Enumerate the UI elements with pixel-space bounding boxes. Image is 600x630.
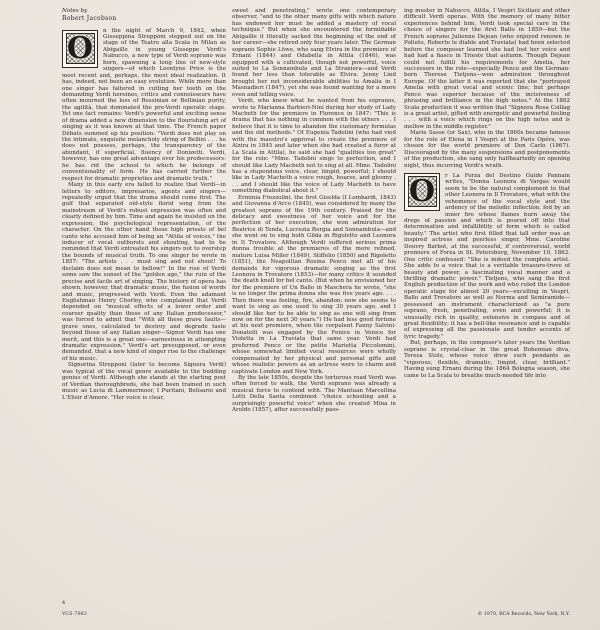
paragraph: r La Forza del Destino Guido Pannain writes, "Donna Leonora di Vargas would seem to be the natural complement to that other Leonora in Il Trovatore, what with the vehemence of the vocal style and the ardency of the melodic inflection, fed by an inner fire whose flames burn away the dregs of passion and which is poured off into that determination and infallibility of form which is called beauty." The artist who first filled that tall order was an inspired actress and peerless singer, Mme. Caroline Douvry Barbot, at the successful, if controversial, world premiere of Forza in St. Petersburg, November 10, 1862. One critic confessed: "She is indeed the complete artist. She adds to a voice that is a veritable treasure-trove of beauty and power, a fascinating vocal manner and a thrilling dramatic power." Tietjens, who sang the first English production of the work and who ruled the London operatic stage for almost 20 years—excelling in Vespri, Ballo and Trovatore as well as Norma and Semiramide—possessed an instrument characterized as "a pure soprano, fresh, penetrating, even and powerful; it is unusually rich in quality, extensive in compass and of great flexibility; it has a bell-like resonance and is capable of expressing all the passionate and tender accents of lyric tragedy."	[404, 172, 570, 340]
author-name: Robert Jacobson	[62, 14, 117, 22]
paragraph: But, perhaps, in the composer's later years the Verdian soprano is crystal-clear in the great Bohemian diva, Teresa Stolz, whose voice drew such pendants as "vigorous, flexible, dramatic, limpid, clear, brilliant." Having sung Ernani during the 1864 Bologna season, she came to La Scala to breathe much-needed life into	[404, 340, 570, 379]
dropcap-letter: O	[66, 30, 94, 66]
paragraph: n the night of March 9, 1842, when Giuseppina Strepponi stepped out on the stage of the Teatro alla Scala in Milan as Abigaille in young Giuseppe Verdi's Nabucco, a new type of Verdi soprano was born, spawning a long line of new-style singers—of which Leontyne Price is the most recent and, perhaps, the most ideal realization. It has, indeed, not been an easy evolution. While more than one singer has faltered in cutting her teeth on the demanding Verdi heroines, critics and connoisseurs have often mourned the loss of Rossinian or Bellinian purity, the agilità, that dominated the pre-Verdi operatic stage. Yet one fact remains: Verdi's powerful and exciting sense of drama added a new dimension to the flourishing art of singing as it was known at that time. The French paper Débats summed up his position: "Verdi does not play on the intimate, exquisite melancholy string of Bellini . . . he does not possess, perhaps, the transparency of the abundant, if superficial, fluency of Donizetti. Verdi, however, has one great advantage over his predecessors: he has rid the school to which he belongs of conventionality of form. He has carried further the respect for dramatic proprieties and dramatic truth."	[62, 27, 226, 182]
copyright-notice: © 1970, RCA Records, New York, N.Y.	[477, 612, 570, 617]
paragraph: ing muster in Nabucco, Attila, I Vespri Siciliani and other difficult Verdi operas. With the memory of many bitter experiences behind him, Verdi took special care in the choice of singers for the first Ballo in 1859—but the French soprano Julienne Dejean (who enjoyed renown in Poliuto, Roberto le diable and Traviata) had been selected before the composer learned she had lost her voice and had had a fiasco in Trieste that autumn. Though Dejean could not fulfill his requirements for Amelia, her successors in the role—especially Penco and the German-born Therese Tietjens—won admiration throughout Europe. Of the latter it was reported that she "portrayed Amelia with great vocal and scenic line; but perhaps Penco was superior because of the incisiveness of phrasing and brilliance in the high notes." At the 1862 Scala production it was written that "Signora Rosa Csillag is a great artist, gifted with energetic and powerful feeling . . . with a voice which rings on the high notes and is mellow in the middle register."	[404, 8, 570, 130]
paragraph: Many in this early era failed to realize that Verdi—in letters to editors, impresarios, agents and singers—repeatedly urged that the drama should come first. The gulf that separated old-style florid song from the mainstream of Verdi's robust expression was often and clearly defined by him. Time and again he insisted on the expression, the psychological representation, of the character. On the other hand those high priests of bel canto who accused him of being an "Attila of voices," the inducer of vocal outbursts and shouting, had to be reminded that Verdi entreated his singers not to overstep the bounds of musical truth. To one singer he wrote in 1857: "The artists . . . must sing and not shout! To declaim does not mean to bellow!" In the rise of Verdi some saw the sunset of the "golden age," the ruin of the precise and facile art of singing. The history of opera has shown, however, that dramatic music, the fusion of words and music, progressed with Verdi. Even the adamant Englishman Henry Chorley, who complained that Verdi depended on "musical effects of a lower order and coarser quality than those of any Italian predecessor," was forced to admit that "With all these grave faults—grave ones, calculated to destroy and degrade taste beyond those of any Italian singer—Signor Verdi has one merit, and this is a great one—earnestness in attempting dramatic expression." Verdi's art presupposed, or even demanded, that a new kind of singer rise to the challenge of his music.	[62, 182, 226, 362]
page-number: 4	[62, 600, 66, 606]
paragraph: Signorina Strepponi (later to become Signora Verdi) was typical of the vocal genre available to the budding genius of Verdi. Although she stands at the starting post of Verdian thoroughbreds, she had been trained in such music as Lucia di Lammermoor, I Puritani, Belisario and L'Elisir d'Amore. "Her voice is clear,	[62, 362, 226, 401]
catalog-number: VCS-7063	[62, 612, 87, 617]
paragraph: Verdi, who knew what he wanted from his sopranos, wrote to Marianna Barbieri-Nini during her study of Lady Macbeth for the premiere in Florence in 1847: "This is drama that has nothing in common with the others . . . I believe that it is time to abandon the customary formulas and the old methods." Of Eugenia Tadolini (who had vied with the maestro's approval to create the premiere of Alzira in 1845 and later when she had created a furor at La Scala in Attila), he said she had "qualities too great" for the role: "Mme. Tadolini sings to perfection, and I should like Lady Macbeth not to sing at all. Mme. Tadolini has a stupendous voice, clear, limpid, powerful; I should like in Lady Macbeth a voice rough, hoarse, and gloomy . . . and I should like the voice of Lady Macbeth to have something diabolical about it."	[232, 98, 396, 195]
column-1	[62, 8, 226, 401]
dropcap-ornament	[404, 173, 440, 211]
dropcap-letter: O	[408, 173, 436, 209]
column-2	[232, 8, 396, 414]
byline: Notes by	[62, 8, 88, 14]
dropcap-ornament	[62, 30, 98, 68]
column-3	[404, 8, 570, 379]
paragraph: By the late 1850s, despite the torturous road Verdi was often forced to walk, the Verdi soprano was already a musical force to contend with. The Mantuan Marcellina Lotti Della Santa combined "choice schooling and a surprisingly powerful voice" when she created Mina in Aroldo (1857), after successfully pass-	[232, 374, 396, 414]
paragraph: sweet and penetrating," wrote one contemporary observer, "and to the other many gifts with which nature has endowed her must be added a mastery of vocal technique." But when she encountered the formidable Abigaille it literally sacked the beginning of the end of her career—she retired only four years later. The German soprano Sophie Löwe, who sang Elvira in the premiere of Ernani (1844) and Odabella in Attila (1846), was equipped with a cultivated, though not powerful, voice suited to La Sonnambula and La Straniera—and Verdi found her less than tolerable as Elvira. Jenny Lind brought her not inconsiderable abilities to Amalia in I Masnadieri (1847), yet she was found wanting for a more even and telling voice.	[232, 8, 396, 98]
paragraph: Erminia Frezzolini, the first Giselda (I Lombardi, 1843) and Giovanna d'Arco (1845), was considered by many the greatest soprano of the 19th century. Praised for the delicacy and sweetness of her voice and for the perfection of her execution, she won admiration for Beatrice di Tenda, Lucrezia Borgia and Sonnambula—and she went on to sing both Gilda in Rigoletto and Leonora in Il Trovatore. Although Verdi suffered serious prima donna trouble at the premieres of the more refined, mature Luisa Miller (1849), Stiffelio (1850) and Rigoletto (1851), the Neapolitan Rosina Penco met all of his demands for vigorous dramatic singing as the first Leonora in Trovatore (1853)—for many critics it sounded the death knell for bel canto. (But when he envisioned her for the premiere of Un Ballo in Maschera he wrote, "she is no longer the prima donna she was five years ago. . . . Then there was feeling, fire, abandon; now she seems to want to sing as one used to sing 30 years ago, and I should like her to be able to sing as one will sing from now on for the next 30 years.") He had less good fortune at his next premiere, when the corpulent Fanny Salvini-Donatelli was engaged by the Fenice in Venice for Violetta in La Traviata that same year. Verdi had preferred Penco or the petite Marietta Piccolomini, whose somewhat limited vocal resources were wholly compensated by her physical and personal gifts and whose realistic powers as an actress were to charm and captivate London and New York.	[232, 194, 397, 375]
paragraph: Marie Sasse (or Sax), who in the 1860s became famous for the role of Elena in I Vespri at the Paris Opéra, was chosen for the world premiere of Don Carlo (1867). Discouraged by the many suspensions and postponements of the production, she sang only halfheartedly on opening night, thus incurring Verdi's wrath.	[404, 130, 570, 169]
